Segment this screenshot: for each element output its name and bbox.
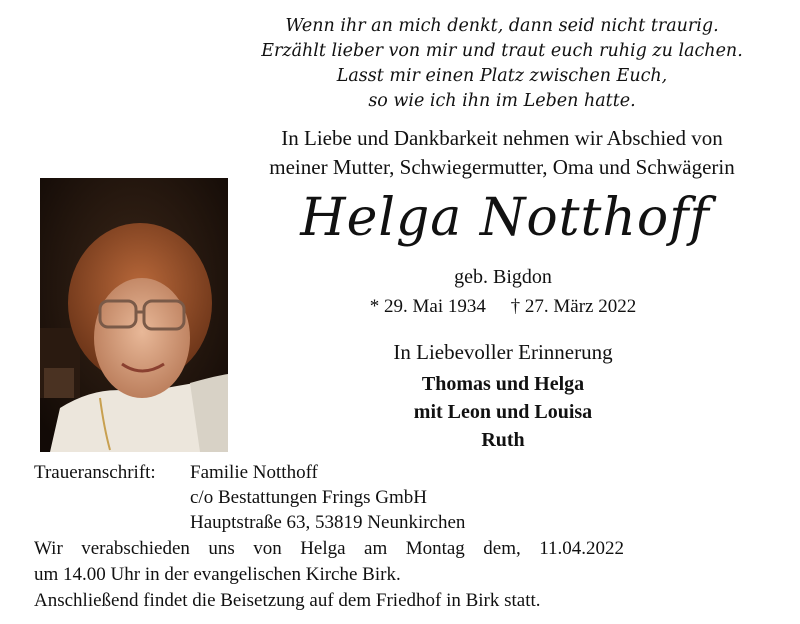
address-label: Traueranschrift:: [34, 462, 156, 483]
memory-line: In Liebevoller Erinnerung: [393, 340, 613, 364]
family-line: mit Leon und Louisa: [413, 401, 593, 423]
family-line: Thomas und Helga: [421, 373, 585, 395]
address-line: c/o Bestattungen Frings GmbH: [190, 487, 427, 508]
funeral-notice: [34, 536, 624, 614]
intro-line: In Liebe und Dankbarkeit nehmen wir Abschied von: [281, 126, 723, 150]
death-date: † 27. März 2022: [510, 296, 637, 317]
address-line: Familie Notthoff: [190, 462, 318, 483]
mourning-address: [190, 460, 465, 535]
poem-line: Wenn ihr an mich denkt, dann seid nicht traurig.: [285, 16, 719, 36]
deceased-name: Helga Notthoff: [300, 188, 710, 248]
poem: [222, 14, 782, 114]
poem-line: Lasst mir einen Platz zwischen Euch,: [336, 66, 668, 86]
birth-name: geb. Bigdon: [454, 266, 552, 288]
poem-line: Erzählt lieber von mir und traut euch ruhig zu lachen.: [261, 41, 743, 61]
portrait-illustration: [40, 178, 228, 452]
birth-date: * 29. Mai 1934: [369, 296, 486, 317]
closing-line: um 14.00 Uhr in der evangelischen Kirche Birk.: [34, 564, 401, 585]
family-names: [300, 370, 706, 454]
family-line: Ruth: [481, 429, 525, 451]
portrait-photo: [40, 178, 228, 452]
intro-text: [226, 124, 778, 182]
address-line: Hauptstraße 63, 53819 Neunkirchen: [190, 512, 466, 533]
closing-line: Wir verabschieden uns von Helga am Montag dem, 11.04.2022: [34, 538, 624, 559]
poem-line: so wie ich ihn im Leben hatte.: [368, 91, 636, 111]
closing-line: Anschließend findet die Beisetzung auf dem Friedhof in Birk statt.: [34, 590, 541, 611]
intro-line: meiner Mutter, Schwiegermutter, Oma und Schwägerin: [269, 155, 735, 179]
life-dates: [300, 294, 706, 320]
